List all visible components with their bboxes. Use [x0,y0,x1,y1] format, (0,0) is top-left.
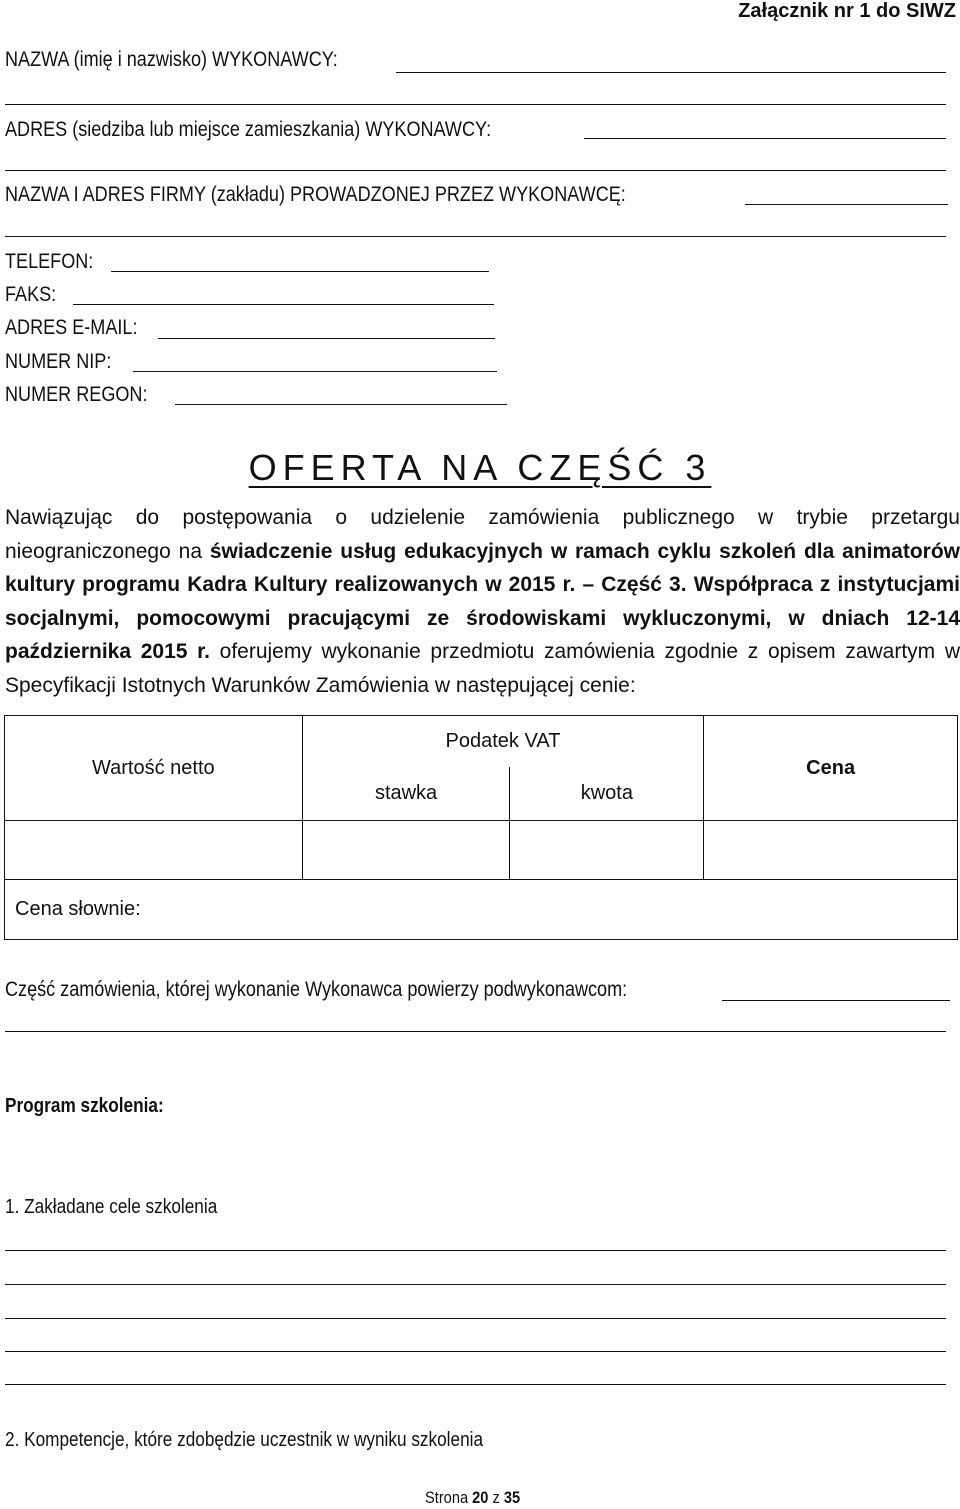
nip-line[interactable] [133,371,497,372]
paragraph-line-2: nieograniczonego na świadczenie usług edukacyjnych w ramach cyklu szkoleń dla animatorów [5,539,960,563]
program-item-1-line-3[interactable] [5,1318,946,1319]
company-line-2[interactable] [5,236,946,237]
price-cell[interactable] [704,821,958,880]
price-header: Cena [704,716,958,821]
program-item-1-line-2[interactable] [5,1284,946,1285]
offer-title: OFERTA NA CZĘŚĆ 3 [248,447,712,488]
paragraph-line-1: Nawiązując do postępowania o udzielenie zamówienia publicznego w trybie przetargu [5,506,960,529]
program-heading: Program szkolenia: [5,1095,164,1117]
attachment-label: Załącznik nr 1 do SIWZ [738,0,956,22]
email-line[interactable] [158,338,495,339]
company-label: NAZWA I ADRES FIRMY (zakładu) PROWADZONEJ PRZEZ WYKONAWCĘ: [5,183,626,206]
contractor-name-label: NAZWA (imię i nazwisko) WYKONAWCY: [5,48,338,71]
vat-amount-cell[interactable] [510,821,704,880]
contractor-address-line-2[interactable] [5,170,946,171]
regon-label: NUMER REGON: [5,383,148,406]
email-label: ADRES E-MAIL: [5,316,138,339]
net-value-header: Wartość netto [5,716,303,821]
offer-paragraph [5,501,960,702]
subcontract-line[interactable] [722,1000,950,1001]
contractor-address-line[interactable] [584,138,946,139]
company-line[interactable] [745,204,948,205]
vat-rate-cell[interactable] [302,821,510,880]
subcontract-line-2[interactable] [5,1031,946,1032]
net-value-cell[interactable] [5,821,303,880]
fax-label: FAKS: [5,283,57,306]
price-table [4,715,958,940]
contractor-address-label: ADRES (siedziba lub miejsce zamieszkania) WYKONAWCY: [5,118,492,141]
paragraph-line-5: października 2015 r. oferujemy wykonanie przedmiotu zamówienia zgodnie z opisem zawartym w [5,640,960,663]
contractor-name-line[interactable] [396,72,946,73]
contractor-name-line-2[interactable] [5,104,946,105]
phone-label: TELEFON: [5,250,94,273]
vat-rate-header: stawka [302,767,510,821]
paragraph-line-3: kultury programu Kadra Kultury realizowanych w 2015 r. – Część 3. Współpraca z instytucjami [5,573,960,596]
phone-line[interactable] [111,271,489,272]
fax-line[interactable] [73,304,494,305]
price-in-words-cell[interactable]: Cena słownie: [5,880,958,940]
program-item-1-line-5[interactable] [5,1384,946,1385]
program-item-1-line-4[interactable] [5,1351,946,1352]
vat-amount-header: kwota [510,767,704,821]
paragraph-line-4: socjalnymi, pomocowymi pracującymi ze środowiskami wykluczonymi, w dniach 12-14 [5,606,960,630]
program-item-1-line-1[interactable] [5,1250,946,1251]
paragraph-line-6: Specyfikacji Istotnych Warunków Zamówienia w następującej cenie: [5,673,636,697]
page-footer: Strona 20 z 35 [424,1488,520,1507]
nip-label: NUMER NIP: [5,350,112,373]
subcontract-label: Część zamówienia, której wykonanie Wykonawca powierzy podwykonawcom: [5,978,628,1001]
program-item-2: 2. Kompetencje, które zdobędzie uczestnik w wyniku szkolenia [5,1429,484,1451]
regon-line[interactable] [175,404,507,405]
program-item-1: 1. Zakładane cele szkolenia [5,1196,218,1218]
vat-header: Podatek VAT [302,716,704,767]
